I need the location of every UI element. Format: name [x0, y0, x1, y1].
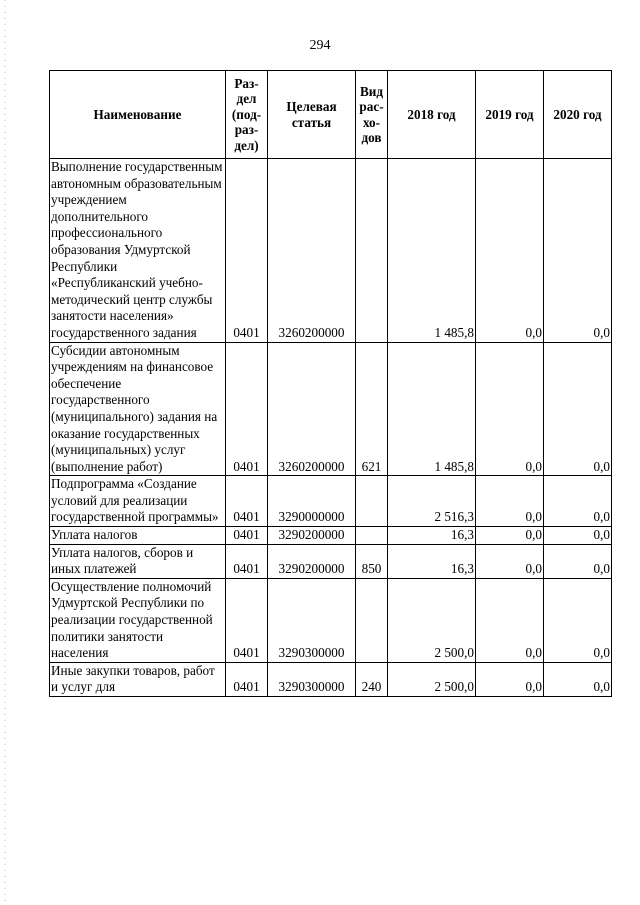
- row-2018: 16,3: [388, 544, 476, 578]
- header-2018: 2018 год: [388, 71, 476, 159]
- row-name: Субсидии автономным учреждениям на финансовое обеспечение государственного (муниципального) задания на оказание государственных (муниципальных) услуг (выполнение работ): [50, 342, 226, 476]
- row-section: 0401: [226, 476, 268, 527]
- table-row: [50, 527, 612, 545]
- row-2018: 2 516,3: [388, 476, 476, 527]
- row-2019: 0,0: [476, 342, 544, 476]
- row-2019: 0,0: [476, 476, 544, 527]
- row-name: Уплата налогов, сборов и иных платежей: [50, 544, 226, 578]
- row-article: 3290200000: [268, 527, 356, 545]
- row-2020: 0,0: [544, 342, 612, 476]
- row-2019: 0,0: [476, 527, 544, 545]
- table-row: [50, 578, 612, 662]
- table-row: [50, 159, 612, 343]
- row-article: 3260200000: [268, 159, 356, 343]
- row-2018: 1 485,8: [388, 159, 476, 343]
- table-row: [50, 342, 612, 476]
- row-2018: 2 500,0: [388, 578, 476, 662]
- row-2020: 0,0: [544, 544, 612, 578]
- row-type: [356, 527, 388, 545]
- row-2018: 2 500,0: [388, 662, 476, 696]
- row-2020: 0,0: [544, 527, 612, 545]
- header-row: [50, 71, 612, 159]
- row-2020: 0,0: [544, 662, 612, 696]
- row-section: 0401: [226, 578, 268, 662]
- row-2019: 0,0: [476, 578, 544, 662]
- row-type: 621: [356, 342, 388, 476]
- row-2018: 1 485,8: [388, 342, 476, 476]
- row-section: 0401: [226, 544, 268, 578]
- row-2020: 0,0: [544, 578, 612, 662]
- row-2019: 0,0: [476, 662, 544, 696]
- row-name: Иные закупки товаров, работ и услуг для: [50, 662, 226, 696]
- row-name: Осуществление полномочий Удмуртской Республики по реализации государственной политики занятости населения: [50, 578, 226, 662]
- page-number: 294: [309, 38, 331, 53]
- row-type: 850: [356, 544, 388, 578]
- table-row: [50, 662, 612, 696]
- header-type: Вид рас- хо- дов: [356, 71, 388, 159]
- row-name: Подпрограмма «Создание условий для реализации государственной программы»: [50, 476, 226, 527]
- header-2019: 2019 год: [476, 71, 544, 159]
- row-article: 3260200000: [268, 342, 356, 476]
- table-row: [50, 476, 612, 527]
- row-type: 240: [356, 662, 388, 696]
- table-row: [50, 544, 612, 578]
- header-article: Целевая статья: [268, 71, 356, 159]
- row-section: 0401: [226, 159, 268, 343]
- row-article: 3290000000: [268, 476, 356, 527]
- row-2020: 0,0: [544, 476, 612, 527]
- row-name: Уплата налогов: [50, 527, 226, 545]
- row-2018: 16,3: [388, 527, 476, 545]
- row-type: [356, 476, 388, 527]
- row-2019: 0,0: [476, 159, 544, 343]
- header-name: Наименование: [50, 71, 226, 159]
- row-article: 3290300000: [268, 662, 356, 696]
- header-2020: 2020 год: [544, 71, 612, 159]
- row-type: [356, 159, 388, 343]
- row-article: 3290200000: [268, 544, 356, 578]
- budget-table: [49, 70, 612, 697]
- row-name: Выполнение государственным автономным образовательным учреждением дополнительного профессионального образования Удмуртской Республики «Республиканский учебно-методический центр службы занятости населения» государственного задания: [50, 159, 226, 343]
- scan-edge: [4, 0, 6, 905]
- row-2020: 0,0: [544, 159, 612, 343]
- row-type: [356, 578, 388, 662]
- row-2019: 0,0: [476, 544, 544, 578]
- header-section: Раз- дел (под- раз- дел): [226, 71, 268, 159]
- row-section: 0401: [226, 342, 268, 476]
- row-article: 3290300000: [268, 578, 356, 662]
- row-section: 0401: [226, 662, 268, 696]
- row-section: 0401: [226, 527, 268, 545]
